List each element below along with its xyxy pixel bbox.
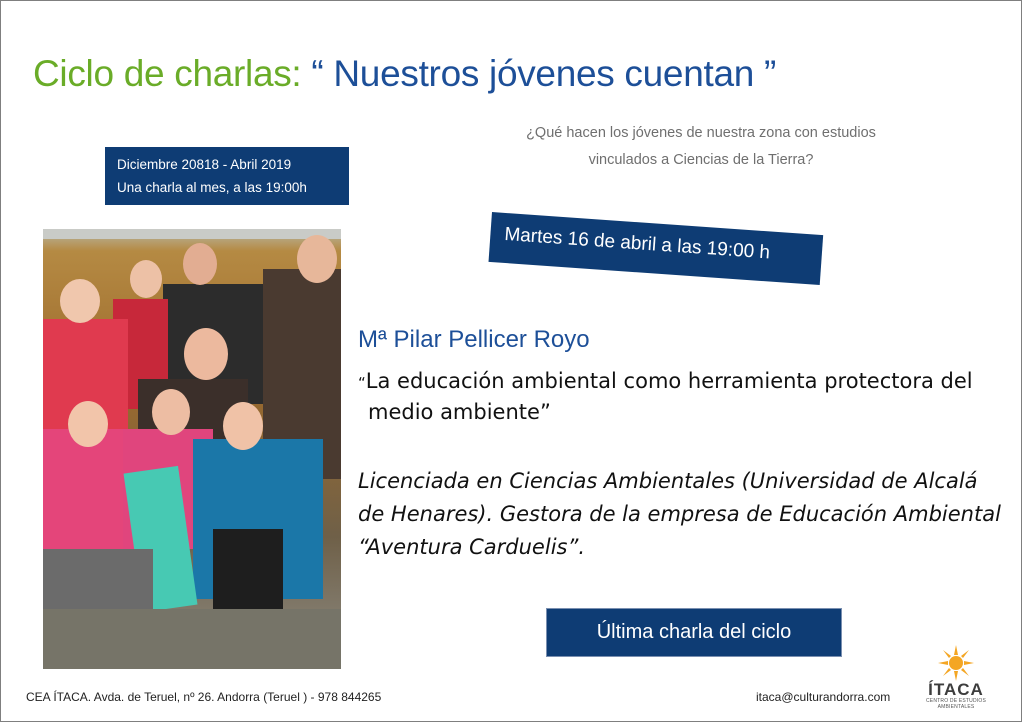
talk-title [358,367,1008,427]
event-date-banner [489,212,824,285]
speaker-name: Mª Pilar Pellicer Royo [358,326,590,353]
bio-line-3: “Aventura Carduelis”. [358,535,586,559]
last-talk-banner [546,608,842,657]
speaker-bio [358,465,1018,564]
question-line-1: ¿Qué hacen los jóvenes de nuestra zona con estudios [526,125,876,141]
footer-email[interactable]: itaca@culturandorra.com [756,690,891,704]
event-date-label: Martes 16 de abril a las 19:00 h [503,223,771,264]
schedule-box [105,147,349,205]
itaca-logo [916,645,996,713]
talk-line-2: medio ambiente” [368,400,551,424]
group-photo [43,229,341,669]
schedule-frequency: Una charla al mes, a las 19:00h [117,180,307,195]
talk-line-1 [358,367,1008,398]
page-title [33,53,776,95]
intro-question [491,120,911,174]
logo-subtitle-1: CENTRO DE ESTUDIOS [926,698,986,704]
question-line-2: vinculados a Ciencias de la Tierra? [588,152,814,168]
footer-address: CEA ÍTACA. Avda. de Teruel, nº 26. Andorra (Teruel ) - 978 844265 [26,690,382,704]
title-quote: “ Nuestros jóvenes cuentan ” [311,53,777,94]
last-talk-label: Última charla del ciclo [596,621,792,643]
title-prefix: Ciclo de charlas: [33,53,312,94]
group-photo-image [43,229,341,669]
talk-line-1-text: La educación ambiental como herramienta protectora del [365,369,973,393]
bio-line-1: Licenciada en Ciencias Ambientales (Universidad de Alcalá [358,469,978,493]
talk-open-quote: “ [358,374,366,392]
sun-icon [938,645,974,681]
bio-line-2: de Henares). Gestora de la empresa de Educación Ambiental [358,502,1001,526]
logo-subtitle-2: AMBIENTALES [937,704,975,710]
logo-name: ÍTACA [928,680,984,699]
schedule-date-range: Diciembre 20818 - Abril 2019 [117,157,292,172]
